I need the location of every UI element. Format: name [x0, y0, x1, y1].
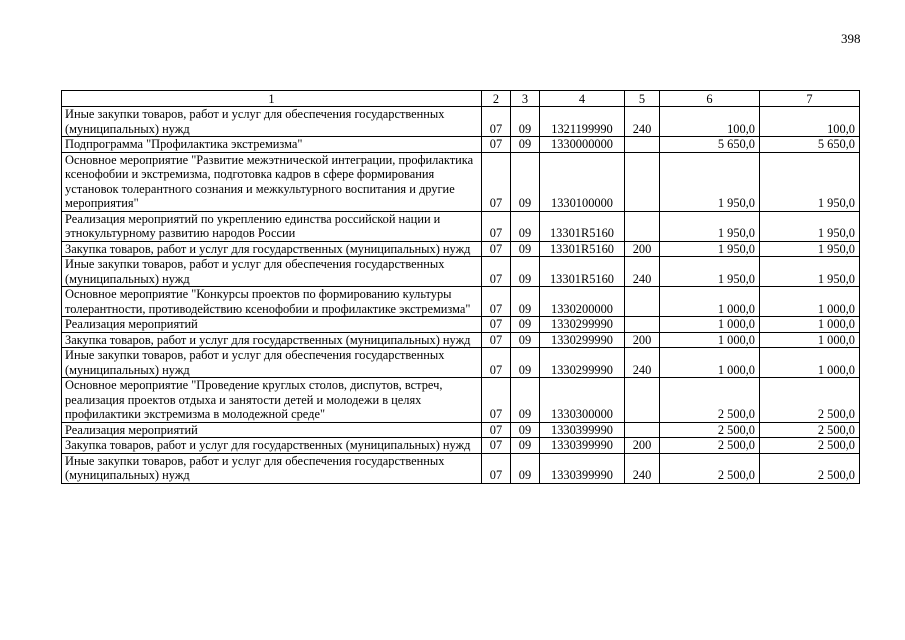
- table-row: [62, 152, 860, 211]
- row-name: Реализация мероприятий: [62, 317, 482, 333]
- row-target-code: 1330000000: [540, 137, 625, 153]
- row-name: Основное мероприятие "Конкурсы проектов по формированию культуры толерантности, противодействию ксенофобии и профилактике экстремизма": [62, 287, 482, 317]
- row-name: Иные закупки товаров, работ и услуг для обеспечения государственных (муниципальных) нужд: [62, 107, 482, 137]
- row-expense-type: 240: [625, 348, 660, 378]
- row-subsection: 09: [511, 137, 540, 153]
- row-expense-type: 200: [625, 241, 660, 257]
- row-amount-1: 1 950,0: [660, 241, 760, 257]
- row-subsection: 09: [511, 152, 540, 211]
- header-col-1: 1: [62, 91, 482, 107]
- row-subsection: 09: [511, 332, 540, 348]
- row-target-code: 1330299990: [540, 348, 625, 378]
- row-expense-type: 200: [625, 332, 660, 348]
- row-amount-1: 5 650,0: [660, 137, 760, 153]
- row-section: 07: [482, 257, 511, 287]
- row-subsection: 09: [511, 453, 540, 483]
- row-section: 07: [482, 453, 511, 483]
- row-expense-type: [625, 211, 660, 241]
- table-row: [62, 287, 860, 317]
- row-target-code: 1330299990: [540, 332, 625, 348]
- row-section: 07: [482, 137, 511, 153]
- header-col-6: 6: [660, 91, 760, 107]
- row-target-code: 1330300000: [540, 378, 625, 423]
- row-expense-type: 200: [625, 438, 660, 454]
- row-section: 07: [482, 241, 511, 257]
- table-row: [62, 422, 860, 438]
- row-amount-2: 1 950,0: [760, 152, 860, 211]
- table-row: [62, 378, 860, 423]
- row-section: 07: [482, 317, 511, 333]
- row-subsection: 09: [511, 287, 540, 317]
- row-subsection: 09: [511, 257, 540, 287]
- header-col-3: 3: [511, 91, 540, 107]
- row-amount-1: 1 000,0: [660, 348, 760, 378]
- row-target-code: 1321199990: [540, 107, 625, 137]
- row-name: Закупка товаров, работ и услуг для государственных (муниципальных) нужд: [62, 241, 482, 257]
- row-amount-2: 1 000,0: [760, 348, 860, 378]
- row-subsection: 09: [511, 107, 540, 137]
- row-amount-1: 2 500,0: [660, 438, 760, 454]
- row-expense-type: [625, 287, 660, 317]
- table-row: [62, 137, 860, 153]
- row-expense-type: 240: [625, 257, 660, 287]
- header-row: [62, 91, 860, 107]
- row-amount-2: 100,0: [760, 107, 860, 137]
- budget-table: [61, 90, 860, 484]
- row-amount-1: 2 500,0: [660, 422, 760, 438]
- row-amount-1: 1 950,0: [660, 211, 760, 241]
- row-section: 07: [482, 348, 511, 378]
- row-amount-2: 2 500,0: [760, 438, 860, 454]
- row-amount-2: 2 500,0: [760, 453, 860, 483]
- row-subsection: 09: [511, 378, 540, 423]
- row-amount-2: 2 500,0: [760, 422, 860, 438]
- header-col-7: 7: [760, 91, 860, 107]
- table-row: [62, 348, 860, 378]
- row-target-code: 1330399990: [540, 438, 625, 454]
- row-name: Основное мероприятие "Развитие межэтнической интеграции, профилактика ксенофобии и экстремизма, подготовка кадров в сфере формирования установок толерантного сознания и межкультурного воспитания и другие мероприятия": [62, 152, 482, 211]
- row-amount-1: 2 500,0: [660, 453, 760, 483]
- table-row: [62, 241, 860, 257]
- row-amount-2: 1 000,0: [760, 317, 860, 333]
- row-name: Закупка товаров, работ и услуг для государственных (муниципальных) нужд: [62, 438, 482, 454]
- row-amount-2: 1 950,0: [760, 257, 860, 287]
- row-expense-type: [625, 378, 660, 423]
- header-col-5: 5: [625, 91, 660, 107]
- row-expense-type: [625, 152, 660, 211]
- row-amount-1: 1 000,0: [660, 332, 760, 348]
- row-amount-1: 1 950,0: [660, 152, 760, 211]
- table-body: [62, 107, 860, 484]
- row-section: 07: [482, 287, 511, 317]
- row-amount-2: 1 000,0: [760, 287, 860, 317]
- row-name: Подпрограмма "Профилактика экстремизма": [62, 137, 482, 153]
- table-row: [62, 332, 860, 348]
- row-amount-1: 1 000,0: [660, 317, 760, 333]
- row-target-code: 1330399990: [540, 422, 625, 438]
- row-target-code: 1330399990: [540, 453, 625, 483]
- row-amount-2: 1 950,0: [760, 241, 860, 257]
- row-section: 07: [482, 438, 511, 454]
- row-section: 07: [482, 332, 511, 348]
- table-row: [62, 317, 860, 333]
- row-subsection: 09: [511, 438, 540, 454]
- row-name: Иные закупки товаров, работ и услуг для обеспечения государственных (муниципальных) нужд: [62, 453, 482, 483]
- row-target-code: 1330200000: [540, 287, 625, 317]
- row-subsection: 09: [511, 317, 540, 333]
- table-row: [62, 107, 860, 137]
- row-section: 07: [482, 211, 511, 241]
- row-target-code: 1330299990: [540, 317, 625, 333]
- row-expense-type: [625, 137, 660, 153]
- row-subsection: 09: [511, 348, 540, 378]
- row-target-code: 13301R5160: [540, 211, 625, 241]
- row-section: 07: [482, 107, 511, 137]
- header-col-2: 2: [482, 91, 511, 107]
- row-section: 07: [482, 152, 511, 211]
- row-expense-type: 240: [625, 107, 660, 137]
- row-amount-2: 1 950,0: [760, 211, 860, 241]
- row-name: Основное мероприятие "Проведение круглых столов, диспутов, встреч, реализация проектов отдыха и занятости детей и молодежи в целях профилактики экстремизма в молодежной среде": [62, 378, 482, 423]
- row-subsection: 09: [511, 422, 540, 438]
- table-row: [62, 211, 860, 241]
- table-row: [62, 257, 860, 287]
- row-amount-1: 100,0: [660, 107, 760, 137]
- row-amount-1: 1 950,0: [660, 257, 760, 287]
- row-amount-2: 5 650,0: [760, 137, 860, 153]
- table-row: [62, 438, 860, 454]
- row-name: Реализация мероприятий по укреплению единства российской нации и этнокультурному развитию народов России: [62, 211, 482, 241]
- row-target-code: 1330100000: [540, 152, 625, 211]
- header-col-4: 4: [540, 91, 625, 107]
- row-name: Закупка товаров, работ и услуг для государственных (муниципальных) нужд: [62, 332, 482, 348]
- row-amount-2: 2 500,0: [760, 378, 860, 423]
- row-target-code: 13301R5160: [540, 241, 625, 257]
- row-name: Иные закупки товаров, работ и услуг для обеспечения государственных (муниципальных) нужд: [62, 257, 482, 287]
- row-expense-type: [625, 422, 660, 438]
- row-amount-2: 1 000,0: [760, 332, 860, 348]
- row-section: 07: [482, 378, 511, 423]
- row-amount-1: 1 000,0: [660, 287, 760, 317]
- row-subsection: 09: [511, 241, 540, 257]
- page-number: 398: [841, 31, 861, 46]
- row-target-code: 13301R5160: [540, 257, 625, 287]
- row-expense-type: 240: [625, 453, 660, 483]
- row-section: 07: [482, 422, 511, 438]
- row-expense-type: [625, 317, 660, 333]
- row-name: Реализация мероприятий: [62, 422, 482, 438]
- row-name: Иные закупки товаров, работ и услуг для обеспечения государственных (муниципальных) нужд: [62, 348, 482, 378]
- row-subsection: 09: [511, 211, 540, 241]
- row-amount-1: 2 500,0: [660, 378, 760, 423]
- table-row: [62, 453, 860, 483]
